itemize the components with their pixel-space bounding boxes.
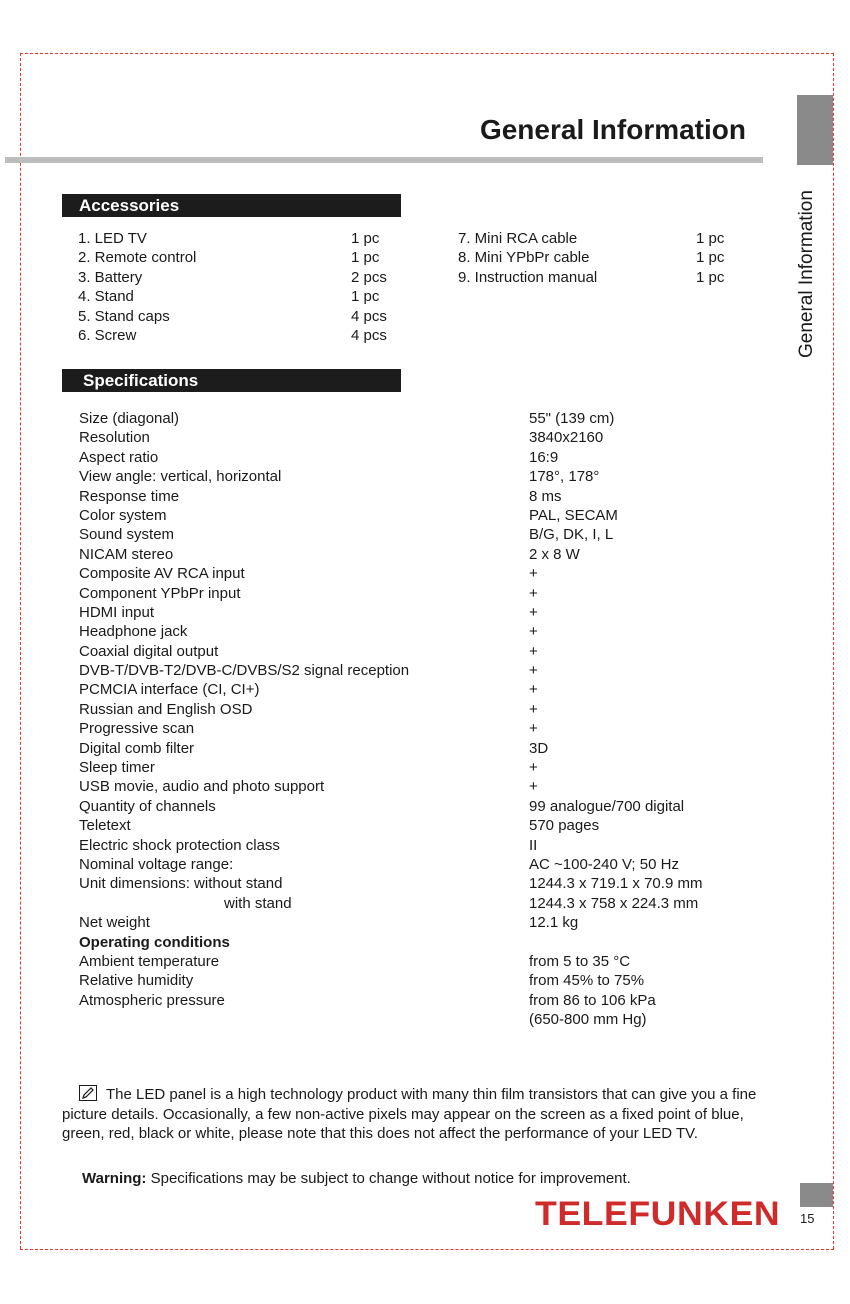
spec-name: Sleep timer (79, 759, 155, 777)
note-paragraph (62, 1085, 762, 1144)
spec-value: + (529, 642, 538, 660)
spec-subheading: Operating conditions (79, 933, 230, 951)
spec-name: Atmospheric pressure (79, 991, 225, 1009)
spec-name: with stand (224, 894, 292, 912)
spec-name: DVB-T/DVB-T2/DVB-C/DVBS/S2 signal reception (79, 662, 410, 680)
spec-value: 8 ms (529, 487, 562, 505)
accessory-item: 9. Instruction manual (458, 268, 598, 286)
spec-name: Russian and English OSD (79, 700, 253, 718)
accessories-right-qty (696, 229, 724, 287)
note-text: The LED panel is a high technology product with many thin film transistors that can give you a fine picture details. Occasionally, a few non-active pixels may appear on the screen as a fixed point of blue, green, red, black or white, please note that this does not affect the performance of your LED TV. (62, 1086, 757, 1142)
accessory-item: 7. Mini RCA cable (458, 230, 578, 247)
spec-name: Quantity of channels (79, 797, 216, 815)
spec-name: Coaxial digital output (79, 642, 219, 660)
accessory-qty: 4 pcs (351, 307, 387, 325)
accessories-heading: Accessories (79, 196, 180, 215)
spec-value: 1244.3 x 758 x 224.3 mm (529, 894, 699, 912)
crop-border-right (833, 53, 834, 1249)
spec-value: B/G, DK, I, L (529, 526, 614, 544)
spec-value: 178°, 178° (529, 468, 600, 486)
spec-value (529, 933, 702, 952)
spec-value: + (529, 778, 538, 796)
accessory-qty: 1 pc (351, 249, 380, 267)
warning-text: Specifications may be subject to change without notice for improvement. (146, 1170, 631, 1187)
pencil-note-icon (79, 1085, 97, 1101)
accessory-qty: 1 pc (696, 268, 725, 286)
spec-name: Digital comb filter (79, 739, 195, 757)
spec-name: Relative humidity (79, 972, 194, 990)
spec-value: + (529, 759, 538, 777)
accessory-qty: 2 pcs (351, 268, 387, 286)
page-title: General Information (479, 114, 746, 145)
accessories-left-names (78, 229, 196, 345)
page-tab (800, 1183, 833, 1207)
spec-value: 16:9 (529, 448, 559, 466)
spec-value: + (529, 623, 538, 641)
accessory-qty: 1 pc (696, 249, 725, 267)
accessory-item: 8. Mini YPbPr cable (458, 249, 590, 267)
spec-name: Component YPbPr input (79, 584, 241, 602)
spec-value: + (529, 584, 538, 602)
accessory-qty: 1 pc (351, 230, 380, 247)
spec-value: PAL, SECAM (529, 506, 618, 524)
spec-name: View angle: vertical, horizontal (79, 468, 282, 486)
spec-value: + (529, 681, 538, 699)
spec-name: Progressive scan (79, 720, 195, 738)
spec-value: 1244.3 x 719.1 x 70.9 mm (529, 875, 703, 893)
spec-value: + (529, 662, 538, 680)
warning-label: Warning: (82, 1170, 147, 1187)
title-rule (5, 157, 763, 163)
side-section-label: General Information (796, 190, 817, 358)
spec-name: USB movie, audio and photo support (79, 778, 325, 796)
spec-value: + (529, 565, 538, 583)
spec-value: + (529, 700, 538, 718)
accessory-qty: 1 pc (351, 288, 380, 306)
spec-value: 99 analogue/700 digital (529, 797, 685, 815)
spec-value: + (529, 603, 538, 621)
crop-border-bottom (20, 1249, 834, 1250)
spec-name: Net weight (79, 914, 150, 932)
spec-name: NICAM stereo (79, 545, 174, 563)
spec-value: (650-800 mm Hg) (529, 1011, 647, 1029)
accessory-item: 1. LED TV (78, 230, 147, 247)
spec-value: from 86 to 106 kPa (529, 991, 656, 1009)
crop-border-left (20, 53, 21, 1249)
spec-name: Size (diagonal) (79, 410, 180, 427)
spec-value: 3840x2160 (529, 429, 604, 447)
spec-names-column (79, 409, 409, 1010)
spec-name: Sound system (79, 526, 175, 544)
spec-name: Resolution (79, 429, 150, 447)
specifications-heading-bar (62, 369, 401, 392)
accessories-left-qty (351, 229, 387, 345)
accessory-item: 2. Remote control (78, 249, 197, 267)
spec-value: 3D (529, 739, 549, 757)
page-number: 15 (800, 1211, 815, 1226)
spec-name: Ambient temperature (79, 952, 220, 970)
warning-line (82, 1170, 631, 1187)
spec-value: 2 x 8 W (529, 545, 580, 563)
accessory-qty: 4 pcs (351, 326, 387, 344)
spec-name: Composite AV RCA input (79, 565, 245, 583)
spec-value: II (529, 836, 538, 854)
spec-value: 12.1 kg (529, 914, 579, 932)
spec-name: PCMCIA interface (CI, CI+) (79, 681, 260, 699)
brand-logo: TELEFUNKEN (535, 1195, 781, 1233)
spec-value: from 45% to 75% (529, 972, 645, 990)
spec-name: Nominal voltage range: (79, 855, 234, 873)
crop-border-top (20, 53, 834, 54)
spec-value: AC ~100-240 V; 50 Hz (529, 855, 679, 873)
accessory-item: 6. Screw (78, 326, 137, 344)
spec-name: Headphone jack (79, 623, 188, 641)
spec-name: Electric shock protection class (79, 836, 280, 854)
accessory-item: 4. Stand (78, 288, 134, 306)
accessories-right-names (458, 229, 597, 287)
accessory-item: 3. Battery (78, 268, 143, 286)
specifications-heading: Specifications (83, 371, 199, 390)
spec-value: from 5 to 35 °C (529, 952, 631, 970)
spec-value: + (529, 720, 538, 738)
spec-name: Color system (79, 506, 167, 524)
accessory-item: 5. Stand caps (78, 307, 170, 325)
spec-values-column (529, 409, 702, 1030)
spec-name: Aspect ratio (79, 448, 159, 466)
section-tab (797, 95, 833, 165)
spec-name: HDMI input (79, 603, 155, 621)
spec-name: Response time (79, 487, 180, 505)
spec-name: Unit dimensions: without stand (79, 875, 283, 893)
spec-value: 570 pages (529, 817, 600, 835)
accessory-qty: 1 pc (696, 230, 725, 247)
spec-name: Teletext (79, 817, 131, 835)
spec-value: 55" (139 cm) (529, 410, 615, 427)
accessories-heading-bar (62, 194, 401, 217)
